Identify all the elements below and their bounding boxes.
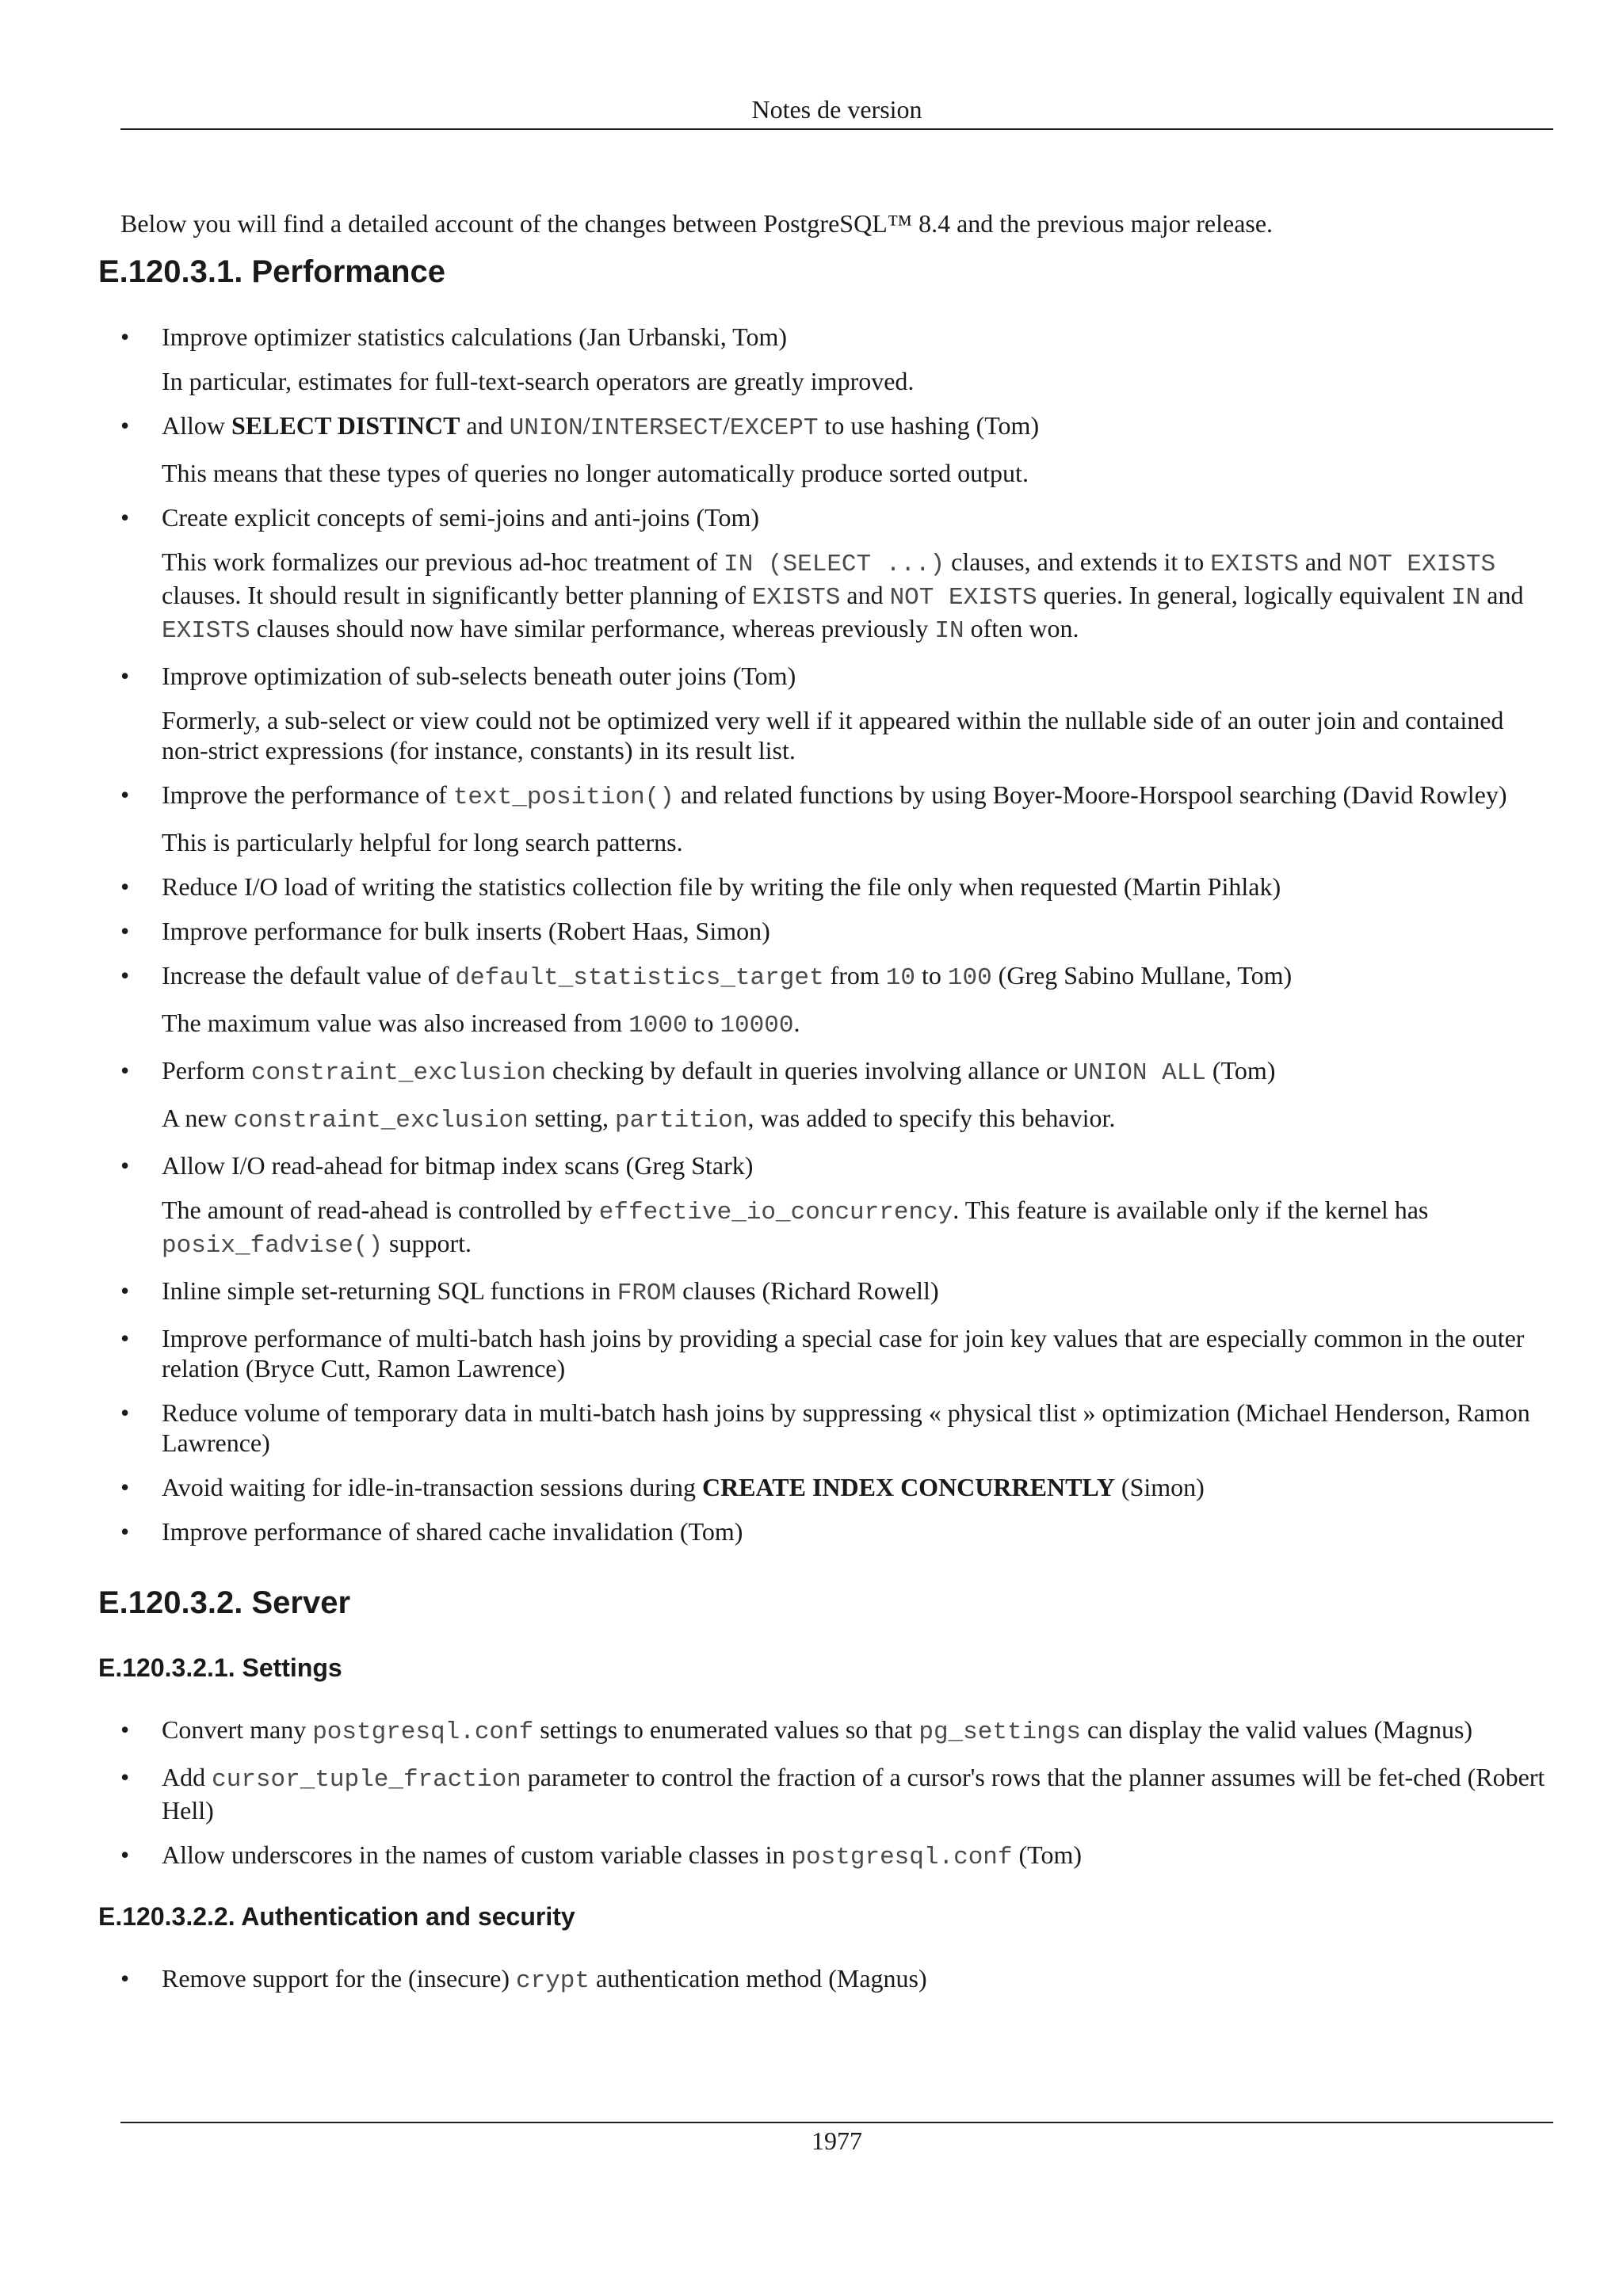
list-item [120, 322, 1553, 396]
text-run: , was added to specify this behavior. [747, 1104, 1116, 1132]
text-run: This work formalizes our previous ad-hoc treatment of [162, 547, 724, 576]
text-run: can display the valid values (Magnus) [1080, 1715, 1473, 1744]
code-term: constraint_exclusion [250, 1059, 546, 1087]
text-run: Improve optimizer statistics calculations (Jan Urbanski, Tom) [162, 322, 787, 351]
item-text [162, 1398, 1553, 1458]
code-term: effective_io_concurrency [598, 1199, 953, 1226]
list-item [120, 410, 1553, 488]
text-run: and [840, 581, 890, 609]
list-item [120, 661, 1553, 765]
authentication-list [120, 1963, 1553, 1997]
code-term: posix_fadvise() [162, 1232, 384, 1260]
list-item [120, 871, 1553, 902]
text-run: Convert many [162, 1715, 313, 1744]
item-text [162, 1276, 1553, 1309]
code-term: pg_settings [918, 1718, 1081, 1746]
item-text [162, 1516, 1553, 1547]
code-term: IN [1451, 584, 1481, 612]
bullet-icon: • [120, 1964, 130, 1993]
item-text [162, 916, 1553, 946]
text-run: Improve performance of shared cache invalidation (Tom) [162, 1517, 743, 1546]
code-term: postgresql.conf [312, 1718, 534, 1746]
code-term: EXCEPT [729, 414, 819, 442]
bullet-icon: • [120, 411, 130, 440]
text-run: checking by default in queries involving allance or [545, 1056, 1074, 1085]
item-text [162, 1472, 1553, 1502]
list-item [120, 1714, 1553, 1748]
performance-list [120, 322, 1553, 1547]
bullet-icon: • [120, 1398, 130, 1427]
text-run: Improve performance of multi-batch hash joins by providing a special case for join key values that are especially common in the outer relation (Bryce Cutt, Ramon Lawrence) [162, 1324, 1525, 1383]
text-run: This means that these types of queries no longer automatically produce sorted output. [162, 459, 1029, 487]
list-item [120, 502, 1553, 646]
text-run: Add [162, 1763, 212, 1791]
text-run: Allow underscores in the names of custom variable classes in [162, 1840, 792, 1869]
list-item [120, 1398, 1553, 1458]
bullet-icon: • [120, 1151, 130, 1180]
list-item [120, 1055, 1553, 1136]
code-term: partition [615, 1107, 748, 1135]
text-run: . This feature is available only if the kernel has [953, 1196, 1429, 1224]
list-item [120, 1762, 1553, 1825]
code-term: FROM [617, 1280, 677, 1307]
code-term: 10 [885, 964, 915, 992]
intro-paragraph: Below you will find a detailed account of the changes between PostgreSQL™ 8.4 and the previous major release. [120, 209, 1274, 238]
text-run: authentication method (Magnus) [589, 1964, 927, 1993]
text-run: Reduce I/O load of writing the statistics collection file by writing the file only when requested (Martin Pihlak) [162, 872, 1281, 901]
bullet-icon: • [120, 1763, 130, 1791]
item-text [162, 661, 1553, 691]
item-text [162, 410, 1553, 444]
text-run: Improve optimization of sub-selects beneath outer joins (Tom) [162, 662, 796, 690]
text-run: The maximum value was also increased from [162, 1009, 629, 1037]
list-item [120, 1840, 1553, 1873]
settings-list [120, 1714, 1553, 1873]
code-term: 10000 [720, 1012, 794, 1039]
item-text [162, 1963, 1553, 1997]
item-text [162, 871, 1553, 902]
text-run: clauses, and extends it to [945, 547, 1211, 576]
list-item [120, 1516, 1553, 1547]
bullet-icon: • [120, 1517, 130, 1546]
text-run: Inline simple set-returning SQL functions in [162, 1276, 617, 1305]
text-run: and related functions by using Boyer-Moore-Horspool searching (David Rowley) [674, 780, 1507, 809]
item-text [162, 1055, 1553, 1089]
list-item [120, 1963, 1553, 1997]
code-term: EXISTS [1210, 551, 1299, 578]
code-term: NOT EXISTS [1348, 551, 1496, 578]
text-run: Remove support for the (insecure) [162, 1964, 516, 1993]
bullet-icon: • [120, 1276, 130, 1305]
code-term: EXISTS [751, 584, 841, 612]
code-term: INTERSECT [590, 414, 723, 442]
list-item [120, 1323, 1553, 1383]
text-run: and [1480, 581, 1524, 609]
text-run: to [687, 1009, 720, 1037]
section-heading-server: E.120.3.2. Server [98, 1585, 351, 1620]
code-term: default_statistics_target [455, 964, 824, 992]
code-term: IN [934, 617, 964, 645]
code-term: 1000 [628, 1012, 688, 1039]
item-text [162, 1323, 1553, 1383]
item-detail [162, 827, 1553, 857]
bold-term: SELECT DISTINCT [231, 411, 460, 440]
item-detail [162, 366, 1553, 396]
subsection-heading-authentication: E.120.3.2.2. Authentication and security [98, 1902, 575, 1931]
bullet-icon: • [120, 662, 130, 690]
text-run: / [722, 411, 730, 440]
list-item [120, 780, 1553, 857]
bullet-icon: • [120, 780, 130, 809]
item-text [162, 960, 1553, 994]
text-run: clauses should now have similar performance, whereas previously [250, 614, 935, 643]
bullet-icon: • [120, 1324, 130, 1352]
list-item [120, 1276, 1553, 1309]
text-run: Allow [162, 411, 231, 440]
code-term: 100 [947, 964, 992, 992]
item-detail [162, 1103, 1553, 1136]
text-run: settings to enumerated values so that [533, 1715, 919, 1744]
item-text [162, 1150, 1553, 1180]
text-run: parameter to control the fraction of a cursor's rows that the planner assumes will be fet-ched (Robert Hell) [162, 1763, 1545, 1825]
code-term: UNION ALL [1073, 1059, 1206, 1087]
text-run: clauses (Richard Rowell) [676, 1276, 939, 1305]
code-term: UNION [509, 414, 583, 442]
text-run: (Tom) [1012, 1840, 1083, 1869]
code-term: text_position() [453, 784, 674, 811]
item-text [162, 1840, 1553, 1873]
list-item [120, 1150, 1553, 1261]
item-text [162, 780, 1553, 813]
code-term: cursor_tuple_fraction [212, 1766, 521, 1794]
text-run: support. [383, 1229, 472, 1257]
item-text [162, 502, 1553, 532]
running-header: Notes de version [120, 93, 1553, 130]
bullet-icon: • [120, 1473, 130, 1501]
code-term: constraint_exclusion [233, 1107, 529, 1135]
text-run: A new [162, 1104, 234, 1132]
list-item [120, 916, 1553, 946]
bullet-icon: • [120, 503, 130, 532]
item-text [162, 1714, 1553, 1748]
text-run: (Greg Sabino Mullane, Tom) [991, 961, 1293, 990]
code-term: NOT EXISTS [889, 584, 1037, 612]
text-run: Increase the default value of [162, 961, 456, 990]
text-run: clauses. It should result in significantly better planning of [162, 581, 752, 609]
item-detail [162, 458, 1553, 488]
text-run: The amount of read-ahead is controlled by [162, 1196, 599, 1224]
text-run: (Simon) [1114, 1473, 1205, 1501]
item-detail [162, 1008, 1553, 1041]
bullet-icon: • [120, 872, 130, 901]
item-detail [162, 1195, 1553, 1261]
code-term: IN (SELECT ...) [724, 551, 945, 578]
bold-term: CREATE INDEX CONCURRENTLY [701, 1473, 1115, 1501]
text-run: and [460, 411, 510, 440]
bullet-icon: • [120, 961, 130, 990]
page-number: 1977 [120, 2122, 1553, 2157]
item-text [162, 1762, 1553, 1825]
code-term: EXISTS [162, 617, 250, 645]
text-run: to [915, 961, 948, 990]
bullet-icon: • [120, 1056, 130, 1085]
text-run: . [793, 1009, 800, 1037]
text-run: Perform [162, 1056, 251, 1085]
text-run: and [1298, 547, 1349, 576]
section-heading-performance: E.120.3.1. Performance [98, 254, 446, 289]
text-run: Formerly, a sub-select or view could not be optimized very well if it appeared within the nullable side of an outer join and contained non-strict expressions (for instance, constants) in its result list. [162, 706, 1504, 765]
code-term: crypt [515, 1967, 590, 1995]
text-run: / [582, 411, 590, 440]
text-run: to use hashing (Tom) [818, 411, 1040, 440]
text-run: setting, [528, 1104, 616, 1132]
item-detail [162, 547, 1553, 646]
item-text [162, 322, 1553, 352]
text-run: often won. [964, 614, 1079, 643]
bullet-icon: • [120, 917, 130, 945]
item-detail [162, 705, 1553, 765]
page-content [98, 208, 1553, 2011]
code-term: postgresql.conf [791, 1844, 1013, 1871]
bullet-icon: • [120, 1715, 130, 1744]
text-run: (Tom) [1205, 1056, 1276, 1085]
text-run: This is particularly helpful for long search patterns. [162, 828, 683, 856]
bullet-icon: • [120, 322, 130, 351]
text-run: Improve performance for bulk inserts (Robert Haas, Simon) [162, 917, 770, 945]
text-run: Create explicit concepts of semi-joins and anti-joins (Tom) [162, 503, 759, 532]
text-run: from [823, 961, 886, 990]
text-run: Allow I/O read-ahead for bitmap index scans (Greg Stark) [162, 1151, 754, 1180]
text-run: Avoid waiting for idle-in-transaction sessions during [162, 1473, 702, 1501]
text-run: queries. In general, logically equivalent [1037, 581, 1452, 609]
list-item [120, 960, 1553, 1041]
text-run: Reduce volume of temporary data in multi-batch hash joins by suppressing « physical tlist » optimization (Michael Henderson, Ramon Lawrence) [162, 1398, 1530, 1457]
subsection-heading-settings: E.120.3.2.1. Settings [98, 1653, 342, 1682]
bullet-icon: • [120, 1840, 130, 1869]
list-item [120, 1472, 1553, 1502]
text-run: Improve the performance of [162, 780, 453, 809]
text-run: In particular, estimates for full-text-search operators are greatly improved. [162, 367, 915, 395]
